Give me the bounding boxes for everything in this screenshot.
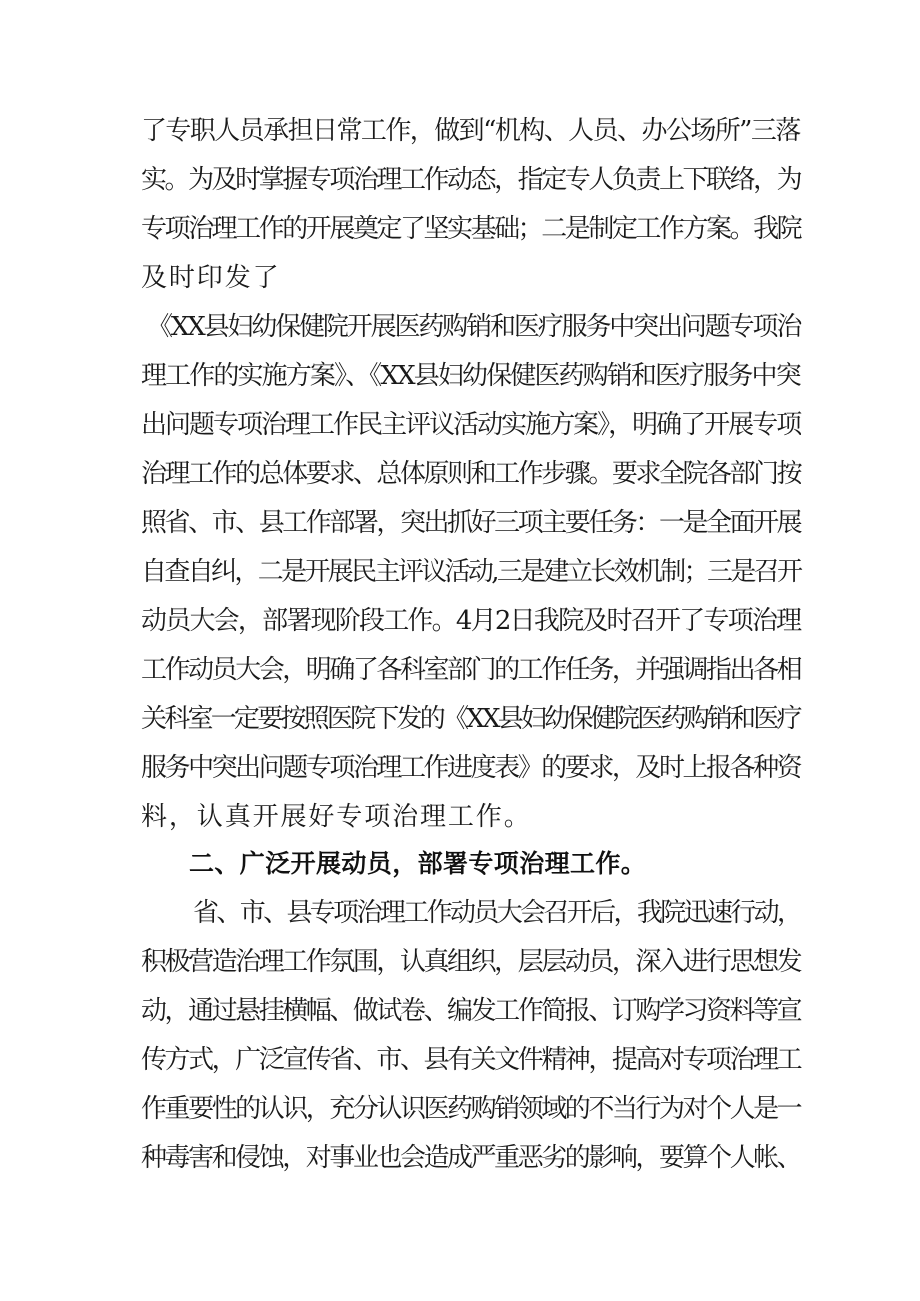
body-text-line: 理工作的实施方案》、《XX县妇幼保健医药购销和医疗服务中突 [141,361,800,391]
body-text-line: 关科室一定要按照医院下发的《XX县妇幼保健院医药购销和医疗 [141,704,800,734]
body-text-line: 《XX县妇幼保健院开展医药购销和医疗服务中突出问题专项治 [147,312,801,342]
section-heading: 二、广泛开展动员，部署专项治理工作。 [189,849,647,878]
body-text-line: 实。为及时掌握专项治理工作动态，指定专人负责上下联络，为 [141,165,801,195]
body-text-line: 工作动员大会，明确了各科室部门的工作任务，并强调指出各相 [141,655,801,685]
body-text-line: 料，认真开展好专项治理工作。 [141,802,532,832]
body-text-line: 积极营造治理工作氛围，认真组织，层层动员，深入进行思想发 [141,947,801,977]
body-text-line: 出问题专项治理工作民主评议活动实施方案》，明确了开展专项 [141,410,801,440]
body-text-line: 自查自纠，二是开展民主评议活动,三是建立长效机制；三是召开 [141,557,801,587]
body-text-line: 照省、市、县工作部署，突出抓好三项主要任务：一是全面开展 [141,508,801,538]
body-text-line: 省、市、县专项治理工作动员大会召开后，我院迅速行动， [193,898,801,928]
body-text-line: 治理工作的总体要求、总体原则和工作步骤。要求全院各部门按 [141,459,801,489]
body-text-line: 服务中突出问题专项治理工作进度表》的要求，及时上报各种资 [141,753,801,783]
body-text-line: 种毒害和侵蚀，对事业也会造成严重恶劣的影响，要算个人帐、 [141,1143,801,1173]
body-text-line: 专项治理工作的开展奠定了坚实基础；二是制定工作方案。我院 [141,214,801,244]
body-text-line: 动员大会，部署现阶段工作。4月2日我院及时召开了专项治理 [141,606,801,636]
body-text-line: 了专职人员承担日常工作，做到“机构、人员、办公场所”三落 [141,116,800,146]
body-text-line: 作重要性的认识，充分认识医药购销领域的不当行为对个人是一 [141,1094,801,1124]
body-text-line: 传方式，广泛宣传省、市、县有关文件精神，提高对专项治理工 [141,1045,801,1075]
body-text-line: 及时印发了 [141,263,281,293]
body-text-line: 动，通过悬挂横幅、做试卷、编发工作简报、订购学习资料等宣 [141,996,801,1026]
